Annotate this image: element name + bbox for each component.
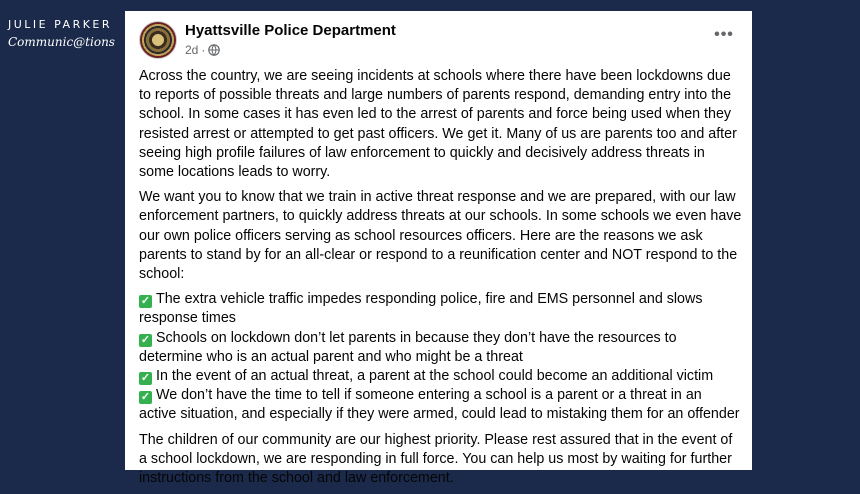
globe-icon[interactable] bbox=[208, 44, 220, 56]
post-paragraph: We want you to know that we train in active threat response and we are prepared, with our law enforcement partners, to quickly address threats at our schools. In some schools we even have our own police officers serving as school resources officers. Here are the reasons we ask parents to stand by for an all-clear or respond to a reunification center and NOT respond to the school: bbox=[139, 189, 742, 283]
brand-tagline: Communic@tions bbox=[8, 35, 115, 49]
post-header bbox=[139, 21, 738, 67]
post-paragraph: Across the country, we are seeing incidents at schools where there have been lockdowns due to reports of possible threats and large numbers of parents respond, demanding entry into the school. In some cases it has even led to the arrest of parents and force being used when they resisted arrest or attempted to get past officers. We get it. Many of us are parents too and after seeing high profile failures of law enforcement to quickly and decisively address threats in some locations leads to worry. bbox=[139, 68, 737, 181]
more-horizontal-icon: ••• bbox=[714, 26, 734, 43]
check-mark-icon: ✓ bbox=[140, 333, 151, 346]
post-meta bbox=[185, 43, 220, 57]
check-mark-icon: ✓ bbox=[140, 295, 151, 308]
brand-logo bbox=[8, 18, 118, 49]
post-paragraph: The children of our community are our highest priority. Please rest assured that in the event of a school lockdown, we are responding in full force. You can help us most by waiting for further instructions from the school and law enforcement. bbox=[139, 431, 733, 487]
page-name[interactable]: Hyattsville Police Department bbox=[185, 22, 396, 39]
brand-name: JULIE PARKER bbox=[8, 18, 113, 31]
checklist-item-text: We don’t have the time to tell if someone entering a school is a parent or a threat in an active situation, and especially if they were armed, could lead to mistaking them for an offender bbox=[139, 387, 740, 423]
checklist-item-text: Schools on lockdown don’t let parents in because they don’t have the resources to determine who is an actual parent and who might be a threat bbox=[139, 329, 677, 365]
check-mark-icon: ✓ bbox=[140, 391, 151, 404]
post-card bbox=[125, 11, 752, 487]
more-options-button[interactable] bbox=[710, 25, 738, 45]
checklist-item bbox=[139, 386, 742, 424]
checklist bbox=[139, 290, 742, 424]
post-body bbox=[139, 67, 742, 494]
check-mark-icon: ✓ bbox=[140, 372, 151, 385]
meta-separator: · bbox=[201, 43, 206, 57]
checklist-item bbox=[139, 367, 742, 386]
checklist-item bbox=[139, 329, 742, 367]
post-time[interactable]: 2d bbox=[185, 43, 199, 57]
checklist-item-text: In the event of an actual threat, a parent at the school could become an additional victim bbox=[156, 368, 714, 385]
checklist-item bbox=[139, 290, 742, 328]
checklist-item-text: The extra vehicle traffic impedes responding police, fire and EMS personnel and slows response times bbox=[139, 291, 703, 327]
avatar[interactable] bbox=[139, 21, 177, 59]
